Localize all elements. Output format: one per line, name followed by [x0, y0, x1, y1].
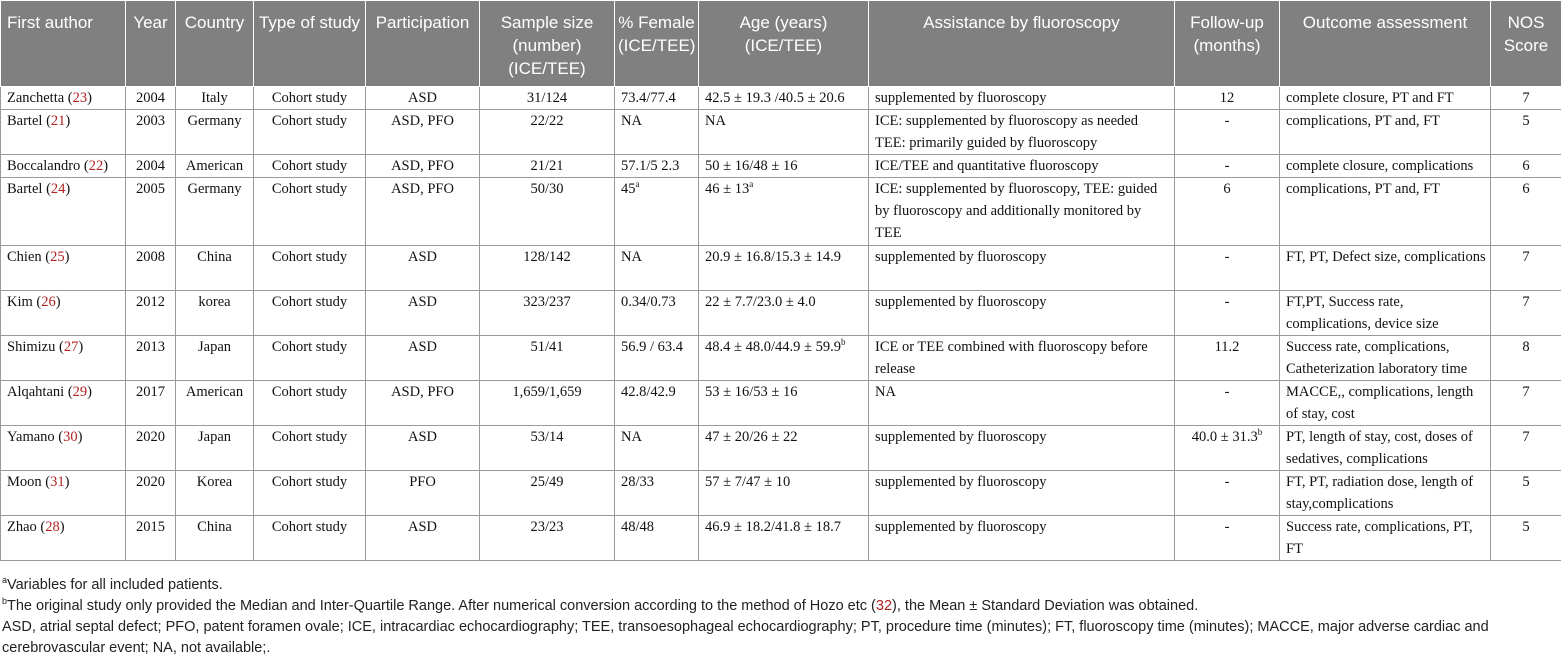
- cell-age: $46 \pm 13^a$: [699, 178, 869, 246]
- cell-type: Cohort study: [254, 381, 366, 426]
- cell-country: Germany: [176, 110, 254, 155]
- cell-country: China: [176, 246, 254, 291]
- cell-outcome: Success rate, complications, PT, FT: [1280, 516, 1491, 561]
- table-row: [1, 336, 1561, 381]
- cell-type: Cohort study: [254, 336, 366, 381]
- cell-assistance: ICE: supplemented by fluoroscopy as needed TEE: primarily guided by fluoroscopy: [869, 110, 1175, 155]
- cell-type: Cohort study: [254, 471, 366, 516]
- cell-female: 73.4/77.4: [615, 87, 699, 110]
- cell-first-author: Kim (26): [1, 291, 126, 336]
- cell-sample-size: 23/23: [480, 516, 615, 561]
- cell-year: 2004: [126, 155, 176, 178]
- cell-country: Japan: [176, 336, 254, 381]
- cell-participation: ASD: [366, 336, 480, 381]
- cell-nos-score: 8: [1491, 336, 1561, 381]
- cell-female: 56.9 / 63.4: [615, 336, 699, 381]
- cell-female: 28/33: [615, 471, 699, 516]
- cell-type: Cohort study: [254, 155, 366, 178]
- cell-sample-size: 1,659/1,659: [480, 381, 615, 426]
- cell-first-author: Bartel (24): [1, 178, 126, 246]
- cell-follow-up: -: [1175, 471, 1280, 516]
- cell-year: 2015: [126, 516, 176, 561]
- reference-link[interactable]: 24: [51, 181, 66, 197]
- cell-first-author: Moon (31): [1, 471, 126, 516]
- cell-year: 2005: [126, 178, 176, 246]
- header-country: Country: [176, 1, 254, 87]
- cell-first-author: Shimizu (27): [1, 336, 126, 381]
- cell-first-author: Alqahtani (29): [1, 381, 126, 426]
- cell-follow-up: -: [1175, 246, 1280, 291]
- cell-sample-size: 21/21: [480, 155, 615, 178]
- cell-participation: ASD, PFO: [366, 110, 480, 155]
- cell-first-author: Yamano (30): [1, 426, 126, 471]
- header-row: [1, 1, 1561, 87]
- cell-participation: PFO: [366, 471, 480, 516]
- cell-country: Germany: [176, 178, 254, 246]
- cell-first-author: Chien (25): [1, 246, 126, 291]
- cell-assistance: NA: [869, 381, 1175, 426]
- table-row: [1, 291, 1561, 336]
- cell-type: Cohort study: [254, 516, 366, 561]
- cell-country: Korea: [176, 471, 254, 516]
- cell-nos-score: 7: [1491, 426, 1561, 471]
- reference-link[interactable]: 26: [41, 294, 56, 310]
- cell-sample-size: 25/49: [480, 471, 615, 516]
- reference-link[interactable]: 22: [89, 158, 104, 174]
- table-footnotes: [0, 561, 1561, 659]
- cell-nos-score: 6: [1491, 178, 1561, 246]
- cell-sample-size: 323/237: [480, 291, 615, 336]
- cell-assistance: supplemented by fluoroscopy: [869, 246, 1175, 291]
- cell-female: 42.8/42.9: [615, 381, 699, 426]
- cell-sample-size: 22/22: [480, 110, 615, 155]
- cell-sample-size: 128/142: [480, 246, 615, 291]
- table-row: [1, 246, 1561, 291]
- footnote-b: $^b$The original study only provided the Median and Inter-Quartile Range. After numerical conversion according to the method of Hozo etc (32), the Mean ± Standard Deviation was obtained.: [2, 596, 1561, 617]
- footnote-abbreviations: ASD, atrial septal defect; PFO, patent foramen ovale; ICE, intracardiac echocardiography; TEE, transoesophageal echocardiography; PT, procedure time (minutes); FT, fluoroscopy time (minutes); MACCE, major adverse cardiac and cerebrovascular event; NA, not available;.: [2, 617, 1561, 659]
- reference-link[interactable]: 25: [50, 249, 65, 265]
- cell-type: Cohort study: [254, 246, 366, 291]
- cell-year: 2004: [126, 87, 176, 110]
- cell-nos-score: 7: [1491, 87, 1561, 110]
- table-row: [1, 178, 1561, 246]
- cell-participation: ASD, PFO: [366, 155, 480, 178]
- header-sample-size: Sample size (number) (ICE/TEE): [480, 1, 615, 87]
- cell-country: American: [176, 381, 254, 426]
- cell-follow-up: 12: [1175, 87, 1280, 110]
- table-row: [1, 87, 1561, 110]
- cell-follow-up: -: [1175, 155, 1280, 178]
- cell-nos-score: 7: [1491, 291, 1561, 336]
- cell-nos-score: 7: [1491, 246, 1561, 291]
- reference-link[interactable]: 31: [50, 474, 65, 490]
- reference-link[interactable]: 27: [64, 339, 79, 355]
- reference-link[interactable]: 30: [63, 429, 78, 445]
- cell-outcome: PT, length of stay, cost, doses of sedatives, complications: [1280, 426, 1491, 471]
- footnote-ref-link[interactable]: 32: [876, 598, 892, 614]
- cell-age: 48.4 ± 48.0/44.9 ± 59.9$^b$: [699, 336, 869, 381]
- cell-country: China: [176, 516, 254, 561]
- cell-participation: ASD: [366, 87, 480, 110]
- cell-follow-up: -: [1175, 381, 1280, 426]
- cell-participation: ASD: [366, 516, 480, 561]
- cell-sample-size: 50/30: [480, 178, 615, 246]
- cell-follow-up: 40.0 ± 31.3$^b$: [1175, 426, 1280, 471]
- cell-age: 20.9 ± 16.8/15.3 ± 14.9: [699, 246, 869, 291]
- cell-sample-size: 51/41: [480, 336, 615, 381]
- cell-age: 22 ± 7.7/23.0 ± 4.0: [699, 291, 869, 336]
- table-row: [1, 155, 1561, 178]
- header-first-author: First author: [1, 1, 126, 87]
- reference-link[interactable]: 23: [73, 90, 88, 106]
- cell-female: 48/48: [615, 516, 699, 561]
- header-year: Year: [126, 1, 176, 87]
- table-body: [1, 87, 1561, 561]
- footnote-a: $^a$Variables for all included patients.: [2, 575, 1561, 596]
- cell-follow-up: 6: [1175, 178, 1280, 246]
- table-row: [1, 516, 1561, 561]
- cell-female: 45$^a$: [615, 178, 699, 246]
- cell-nos-score: 5: [1491, 471, 1561, 516]
- cell-first-author: Boccalandro (22): [1, 155, 126, 178]
- cell-assistance: supplemented by fluoroscopy: [869, 87, 1175, 110]
- cell-outcome: Success rate, complications, Catheterization laboratory time: [1280, 336, 1491, 381]
- cell-outcome: FT, PT, Defect size, complications: [1280, 246, 1491, 291]
- cell-follow-up: -: [1175, 291, 1280, 336]
- cell-nos-score: 6: [1491, 155, 1561, 178]
- cell-participation: ASD: [366, 246, 480, 291]
- cell-country: American: [176, 155, 254, 178]
- header-follow-up: Follow-up (months): [1175, 1, 1280, 87]
- cell-female: NA: [615, 246, 699, 291]
- cell-country: Italy: [176, 87, 254, 110]
- header-type: Type of study: [254, 1, 366, 87]
- header-outcome: Outcome assessment: [1280, 1, 1491, 87]
- reference-link[interactable]: 21: [51, 113, 66, 129]
- cell-age: 47 ± 20/26 ± 22: [699, 426, 869, 471]
- cell-first-author: Bartel (21): [1, 110, 126, 155]
- cell-sample-size: 53/14: [480, 426, 615, 471]
- cell-outcome: complete closure, PT and FT: [1280, 87, 1491, 110]
- cell-first-author: Zanchetta (23): [1, 87, 126, 110]
- cell-participation: ASD, PFO: [366, 178, 480, 246]
- cell-participation: ASD, PFO: [366, 381, 480, 426]
- cell-outcome: complications, PT and, FT: [1280, 110, 1491, 155]
- cell-type: Cohort study: [254, 178, 366, 246]
- cell-age: 50 ± 16/48 ± 16: [699, 155, 869, 178]
- cell-outcome: FT, PT, radiation dose, length of stay,complications: [1280, 471, 1491, 516]
- cell-nos-score: 7: [1491, 381, 1561, 426]
- table-row: [1, 426, 1561, 471]
- cell-outcome: complications, PT and, FT: [1280, 178, 1491, 246]
- header-nos: NOS Score: [1491, 1, 1561, 87]
- reference-link[interactable]: 29: [73, 384, 88, 400]
- cell-assistance: supplemented by fluoroscopy: [869, 291, 1175, 336]
- cell-participation: ASD: [366, 291, 480, 336]
- cell-assistance: ICE or TEE combined with fluoroscopy before release: [869, 336, 1175, 381]
- cell-outcome: MACCE,, complications, length of stay, cost: [1280, 381, 1491, 426]
- cell-sample-size: 31/124: [480, 87, 615, 110]
- cell-year: 2020: [126, 471, 176, 516]
- cell-country: Japan: [176, 426, 254, 471]
- table-row: [1, 381, 1561, 426]
- cell-female: 57.1/5 2.3: [615, 155, 699, 178]
- cell-outcome: complete closure, complications: [1280, 155, 1491, 178]
- cell-follow-up: -: [1175, 110, 1280, 155]
- header-female: % Female (ICE/TEE): [615, 1, 699, 87]
- reference-link[interactable]: 28: [45, 519, 60, 535]
- cell-age: 57 ± 7/47 ± 10: [699, 471, 869, 516]
- cell-age: NA: [699, 110, 869, 155]
- cell-age: 53 ± 16/53 ± 16: [699, 381, 869, 426]
- cell-assistance: supplemented by fluoroscopy: [869, 471, 1175, 516]
- cell-nos-score: 5: [1491, 516, 1561, 561]
- cell-age: 46.9 ± 18.2/41.8 ± 18.7: [699, 516, 869, 561]
- cell-outcome: FT,PT, Success rate, complications, device size: [1280, 291, 1491, 336]
- header-assistance: Assistance by fluoroscopy: [869, 1, 1175, 87]
- cell-year: 2013: [126, 336, 176, 381]
- cell-country: korea: [176, 291, 254, 336]
- cell-female: NA: [615, 426, 699, 471]
- cell-age: 42.5 ± 19.3 /40.5 ± 20.6: [699, 87, 869, 110]
- cell-assistance: supplemented by fluoroscopy: [869, 426, 1175, 471]
- cell-year: 2017: [126, 381, 176, 426]
- cell-female: NA: [615, 110, 699, 155]
- cell-year: 2012: [126, 291, 176, 336]
- cell-year: 2003: [126, 110, 176, 155]
- cell-nos-score: 5: [1491, 110, 1561, 155]
- cell-assistance: ICE/TEE and quantitative fluoroscopy: [869, 155, 1175, 178]
- cell-year: 2020: [126, 426, 176, 471]
- cell-follow-up: -: [1175, 516, 1280, 561]
- header-participation: Participation: [366, 1, 480, 87]
- header-age: Age (years) (ICE/TEE): [699, 1, 869, 87]
- table-row: [1, 471, 1561, 516]
- cell-type: Cohort study: [254, 110, 366, 155]
- cell-assistance: ICE: supplemented by fluoroscopy, TEE: guided by fluoroscopy and additionally monitored by TEE: [869, 178, 1175, 246]
- cell-type: Cohort study: [254, 291, 366, 336]
- cell-year: 2008: [126, 246, 176, 291]
- cell-follow-up: 11.2: [1175, 336, 1280, 381]
- cell-type: Cohort study: [254, 87, 366, 110]
- cell-female: 0.34/0.73: [615, 291, 699, 336]
- cell-first-author: Zhao (28): [1, 516, 126, 561]
- table-row: [1, 110, 1561, 155]
- cell-assistance: supplemented by fluoroscopy: [869, 516, 1175, 561]
- cell-type: Cohort study: [254, 426, 366, 471]
- cell-participation: ASD: [366, 426, 480, 471]
